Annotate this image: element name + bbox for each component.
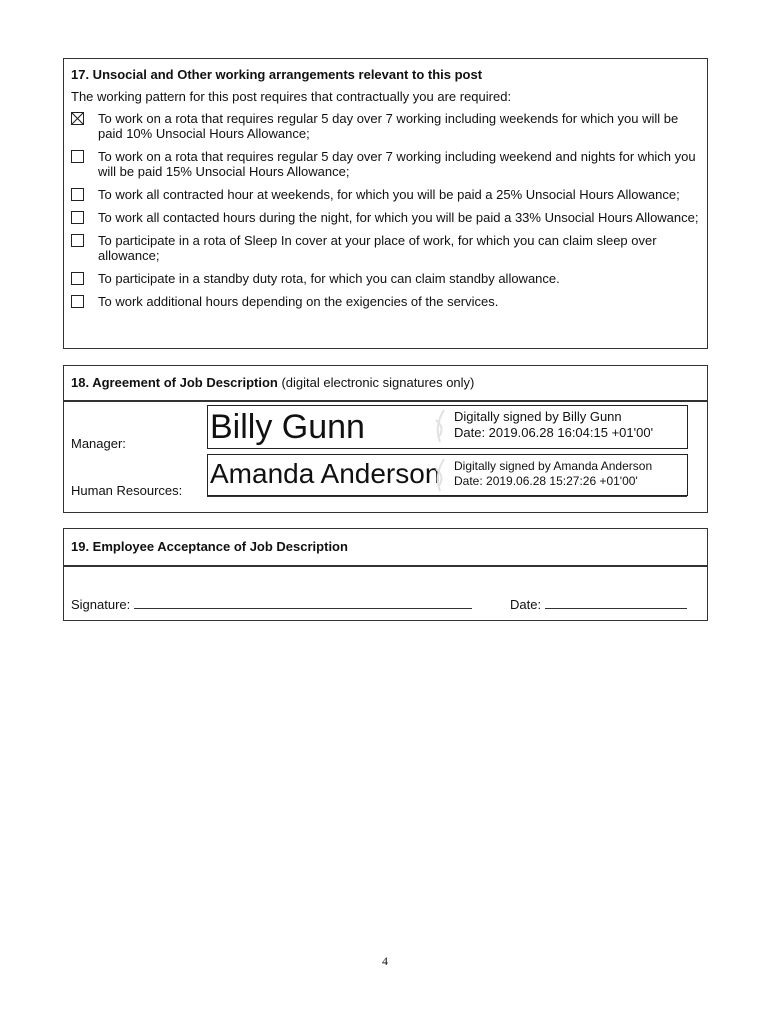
page-number: 4	[382, 954, 388, 968]
section-19-body	[63, 566, 708, 621]
section-18-title-suffix: (digital electronic signatures only)	[277, 375, 475, 390]
employee-date-label: Date:	[510, 597, 542, 612]
option-text: To participate in a standby duty rota, for which you can claim standby allowance.	[98, 271, 560, 286]
hr-signature-line	[207, 496, 687, 497]
option-standby	[71, 271, 700, 286]
signature-watermark-icon	[430, 408, 450, 444]
section-18-header	[63, 365, 708, 401]
signature-watermark-icon	[430, 457, 450, 493]
manager-signed-date: Date: 2019.06.28 16:04:15 +01'00'	[454, 425, 654, 440]
manager-label: Manager:	[71, 436, 126, 451]
option-weekends-25-percent	[71, 187, 700, 202]
employee-signature-field[interactable]	[134, 597, 472, 609]
checkbox[interactable]	[71, 211, 84, 224]
option-night-33-percent	[71, 210, 700, 225]
option-rota-15-percent	[71, 149, 700, 179]
hr-digital-signature[interactable]	[207, 454, 688, 496]
manager-digital-signature[interactable]	[207, 405, 688, 449]
option-text: To work on a rota that requires regular 5 day over 7 working including weekends for which you will be paid 10% Unsocial Hours Allowance;	[98, 111, 679, 141]
manager-signed-by: Digitally signed by Billy Gunn	[454, 409, 622, 424]
checkbox[interactable]	[71, 234, 84, 247]
hr-label: Human Resources:	[71, 483, 183, 498]
manager-signature-info	[454, 409, 653, 441]
checkbox-checked[interactable]	[71, 112, 84, 125]
option-sleep-in	[71, 233, 700, 263]
manager-signature-name: Billy Gunn	[210, 408, 365, 446]
checkbox[interactable]	[71, 295, 84, 308]
section-18-signatures	[63, 401, 708, 513]
option-text: To work additional hours depending on the exigencies of the services.	[98, 294, 499, 309]
employee-signature-row	[71, 597, 472, 612]
option-additional-hours	[71, 294, 700, 309]
section-17-unsocial-working	[63, 58, 708, 349]
checkbox[interactable]	[71, 272, 84, 285]
option-rota-10-percent	[71, 111, 700, 141]
hr-signed-by: Digitally signed by Amanda Anderson	[454, 459, 653, 473]
option-text: To work all contracted hour at weekends, for which you will be paid a 25% Unsocial Hours Allowance;	[98, 187, 680, 202]
checkbox[interactable]	[71, 188, 84, 201]
section-19-header: 19. Employee Acceptance of Job Description	[63, 528, 708, 566]
hr-signature-info	[454, 459, 652, 489]
hr-signed-date: Date: 2019.06.28 15:27:26 +01'00'	[454, 474, 638, 488]
employee-signature-label: Signature:	[71, 597, 131, 612]
checkbox[interactable]	[71, 150, 84, 163]
option-text: To participate in a rota of Sleep In cover at your place of work, for which you can claim sleep over allowance;	[98, 233, 657, 263]
employee-date-field[interactable]	[545, 597, 687, 609]
option-text: To work on a rota that requires regular 5 day over 7 working including weekend and nights for which you will be paid 15% Unsocial Hours Allowance;	[98, 149, 696, 179]
section-17-intro: The working pattern for this post requires that contractually you are required:	[71, 89, 512, 104]
hr-signature-name: Amanda Anderson	[210, 458, 441, 489]
section-17-title: 17. Unsocial and Other working arrangements relevant to this post	[71, 67, 483, 82]
employee-date-row	[510, 597, 687, 612]
section-18-title: 18. Agreement of Job Description	[71, 375, 278, 390]
option-text: To work all contacted hours during the night, for which you will be paid a 33% Unsocial Hours Allowance;	[98, 210, 699, 225]
